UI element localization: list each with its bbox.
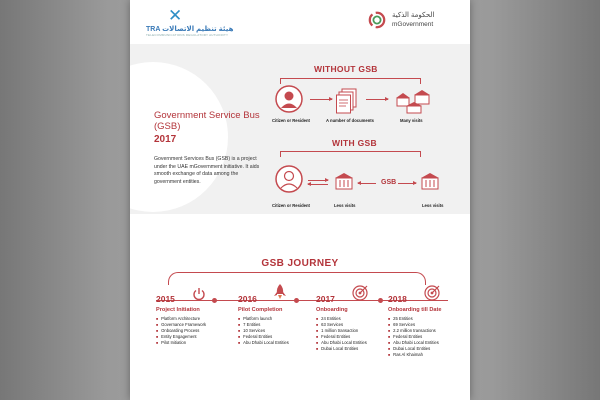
mgovernment-icon xyxy=(368,11,386,29)
with-label-visits-left: Less visits xyxy=(334,203,356,208)
list-item: ■ Ras Al Khaimah xyxy=(388,352,458,358)
list-item: ■ Abu Dhabi Local Entities xyxy=(238,340,308,346)
without-label-visits: Many visits xyxy=(400,118,423,123)
with-bracket-right xyxy=(420,151,421,157)
list-item: ■ Dubai Local Entities xyxy=(316,346,386,352)
arrow-icon xyxy=(366,99,388,100)
list-item: ■ 69 Services xyxy=(388,322,458,328)
with-bracket-line xyxy=(280,151,420,152)
arrow-back-icon xyxy=(308,184,328,185)
tra-star-icon: ✕ xyxy=(168,6,183,25)
building-icon xyxy=(334,172,354,190)
list-item: ■ Governance Framework xyxy=(156,322,226,328)
journey-title: GSB JOURNEY xyxy=(261,258,339,269)
list-item: ■ 2.2 million transactions xyxy=(388,328,458,334)
stage-2017 xyxy=(316,294,386,352)
mgovernment-arabic: الحكومة الذكية xyxy=(392,12,435,19)
list-item: ■ Federal Entities xyxy=(238,334,308,340)
list-item: ■ 25 Entities xyxy=(388,316,458,322)
gsb-center-label: GSB xyxy=(381,179,397,186)
with-label-visits-right: Less visits xyxy=(422,203,444,208)
stage-year: 2017 xyxy=(316,294,335,304)
tra-name: TRA هيئة تنظيم الاتصالات xyxy=(146,26,234,33)
list-item: ■ 63 Services xyxy=(316,322,386,328)
stage-2016 xyxy=(238,294,308,346)
list-item: ■ 7 Entities xyxy=(238,322,308,328)
list-item: ■ Federal Entities xyxy=(316,334,386,340)
without-bracket-line xyxy=(280,78,420,79)
list-item: ■ 24 Entities xyxy=(316,316,386,322)
without-label-citizen: Citizen or Resident xyxy=(272,118,310,123)
intro-title: Government Service Bus (GSB) xyxy=(154,110,260,132)
citizen-icon xyxy=(274,84,304,114)
intro-year: 2017 xyxy=(154,134,177,145)
stage-title: Pilot Completion xyxy=(238,307,283,313)
without-bracket-right xyxy=(420,78,421,84)
mgovernment-logo xyxy=(368,9,458,37)
documents-icon xyxy=(336,88,360,114)
list-item: ■ Entity Engagement xyxy=(156,334,226,340)
arrow-icon xyxy=(398,183,416,184)
list-item: ■ Abu Dhabi Local Entities xyxy=(388,340,458,346)
stage-2015 xyxy=(156,294,226,346)
list-item: ■ Onboarding Process xyxy=(156,328,226,334)
stage-year: 2015 xyxy=(156,294,175,304)
list-item: ■ Dubai Local Entities xyxy=(388,346,458,352)
stage-title: Onboarding xyxy=(316,307,348,313)
arrow-back-icon xyxy=(358,183,376,184)
building-icon xyxy=(420,172,440,190)
mgovernment-english: mGovernment xyxy=(392,21,434,28)
journey-bracket xyxy=(168,272,426,285)
citizen-icon xyxy=(274,164,304,194)
tra-subtitle: TELECOMMUNICATIONS REGULATORY AUTHORITY xyxy=(146,33,229,37)
with-gsb-title: WITH GSB xyxy=(332,138,377,148)
arrow-icon xyxy=(310,99,332,100)
list-item: ■ Federal Entities xyxy=(388,334,458,340)
list-item: ■ Platform Architecture xyxy=(156,316,226,322)
infographic-page xyxy=(130,0,470,400)
header xyxy=(130,0,470,44)
without-gsb-title: WITHOUT GSB xyxy=(314,64,378,74)
with-bracket-left xyxy=(280,151,281,157)
list-item: ■ Abu Dhabi Local Entities xyxy=(316,340,386,346)
arrow-icon xyxy=(308,180,328,181)
list-item: ■ Platform launch xyxy=(238,316,308,322)
tra-logo xyxy=(146,6,234,39)
with-label-citizen: Citizen or Resident xyxy=(272,203,310,208)
list-item: ■ Pilot Initiation xyxy=(156,340,226,346)
without-label-documents: A number of documents xyxy=(326,118,375,123)
list-item: ■ 1 million transaction xyxy=(316,328,386,334)
stage-2018 xyxy=(388,294,458,358)
stage-year: 2016 xyxy=(238,294,257,304)
buildings-icon xyxy=(394,90,434,114)
stage-year: 2018 xyxy=(388,294,407,304)
intro-description: Government Services Bus (GSB) is a project under the UAE mGovernment initiative. It aids smooth exchange of data among the government entities. xyxy=(154,156,260,185)
list-item: ■ 10 Services xyxy=(238,328,308,334)
stage-title: Onboarding till Date xyxy=(388,307,442,313)
stage-title: Project Initiation xyxy=(156,307,200,313)
